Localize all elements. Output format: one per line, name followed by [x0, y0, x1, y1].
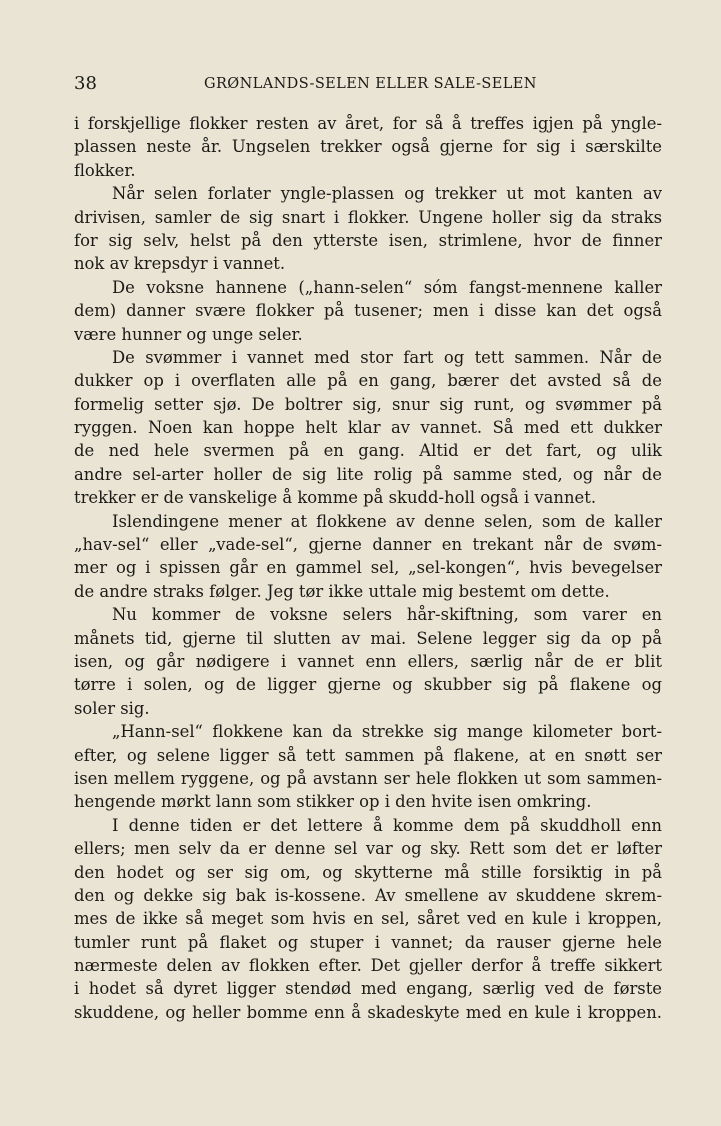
text-line: tørre i solen, og de ligger gjerne og skubber sig på flakene og: [74, 675, 662, 695]
text-line: ryggen. Noen kan hoppe helt klar av vannet. Så med ett dukker: [74, 418, 662, 438]
text-line: dem) danner svære flokker på tusener; men i disse kan det også: [74, 301, 662, 321]
text-line: den og dekke sig bak is-kossene. Av smellene av skuddene skrem-: [74, 885, 662, 905]
text-line: nok av krepsdyr i vannet.: [74, 254, 286, 274]
text-line: mes de ikke så meget som hvis en sel, såret ved en kule i kroppen,: [74, 909, 662, 929]
text-line: formelig setter sjø. De boltrer sig, snur sig runt, og svømmer på: [74, 394, 662, 414]
page-number: 38: [74, 73, 97, 94]
text-line: den hodet og ser sig om, og skytterne må stille forsiktig in på: [74, 862, 662, 882]
text-line: andre sel-arter holler de sig lite rolig på samme sted, og når de: [74, 464, 662, 484]
text-line: være hunner og unge seler.: [74, 324, 303, 344]
text-line: plassen neste år. Ungselen trekker også gjerne for sig i særskilte: [74, 137, 662, 157]
text-line: nærmeste delen av flokken efter. Det gjeller derfor å treffe sikkert: [74, 956, 662, 976]
text-line: hengende mørkt lann som stikker op i den hvite isen omkring.: [74, 792, 592, 812]
text-line: „hav-sel“ eller „vade-sel“, gjerne danner en trekant når de svøm-: [74, 535, 662, 555]
text-line: isen, og går nødigere i vannet enn ellers, særlig når de er blit: [74, 651, 662, 671]
text-line: efter, og selene ligger så tett sammen på flakene, at en snøtt ser: [74, 745, 662, 765]
text-line: Når selen forlater yngle-plassen og trekker ut mot kanten av: [112, 184, 662, 204]
text-line: skuddene, og heller bomme enn å skadeskyte med en kule i kroppen.: [74, 1002, 662, 1022]
text-line: de ned hele svermen på en gang. Altid er det fart, og ulik: [74, 441, 662, 461]
text-line: i hodet så dyret ligger stendød med engang, særlig ved de første: [74, 979, 662, 999]
text-line: dukker op i overflaten alle på en gang, bærer det avsted så de: [74, 371, 662, 391]
text-line: Nu kommer de voksne selers hår-skiftning, som varer en: [112, 605, 662, 625]
text-line: De svømmer i vannet med stor fart og tett sammen. Når de: [112, 347, 662, 367]
text-line: for sig selv, helst på den ytterste isen, strimlene, hvor de finner: [74, 230, 662, 250]
text-line: trekker er de vanskelige å komme på skudd-holl også i vannet.: [74, 488, 597, 508]
text-line: de andre straks følger. Jeg tør ikke uttale mig bestemt om dette.: [74, 581, 610, 601]
text-line: Islendingene mener at flokkene av denne selen, som de kaller: [112, 511, 662, 531]
text-line: mer og i spissen går en gammel sel, „sel-kongen“, hvis bevegelser: [74, 558, 662, 578]
text-line: tumler runt på flaket og stuper i vannet; da rauser gjerne hele: [74, 932, 662, 952]
page-header: [74, 72, 662, 96]
running-head: GRØNLANDS-SELEN ELLER SALE-SELEN: [204, 76, 537, 92]
text-line: i forskjellige flokker resten av året, for så å treffes igjen på yngle-: [74, 114, 662, 133]
body-text: [74, 112, 662, 1024]
text-line: De voksne hannene („hann-selen“ sóm fangst-mennene kaller: [112, 277, 662, 297]
text-line: månets tid, gjerne til slutten av mai. Selene legger sig da op på: [74, 628, 662, 648]
text-line: flokker.: [74, 160, 136, 180]
text-line: soler sig.: [74, 698, 150, 718]
text-line: drivisen, samler de sig snart i flokker. Ungene holler sig da straks: [74, 207, 662, 227]
text-line: ellers; men selv da er denne sel var og sky. Rett som det er løfter: [74, 839, 662, 859]
text-line: isen mellem ryggene, og på avstann ser hele flokken ut som sammen-: [74, 768, 662, 788]
text-line: „Hann-sel“ flokkene kan da strekke sig mange kilometer bort-: [112, 722, 662, 742]
text-line: I denne tiden er det lettere å komme dem på skuddholl enn: [112, 815, 662, 835]
